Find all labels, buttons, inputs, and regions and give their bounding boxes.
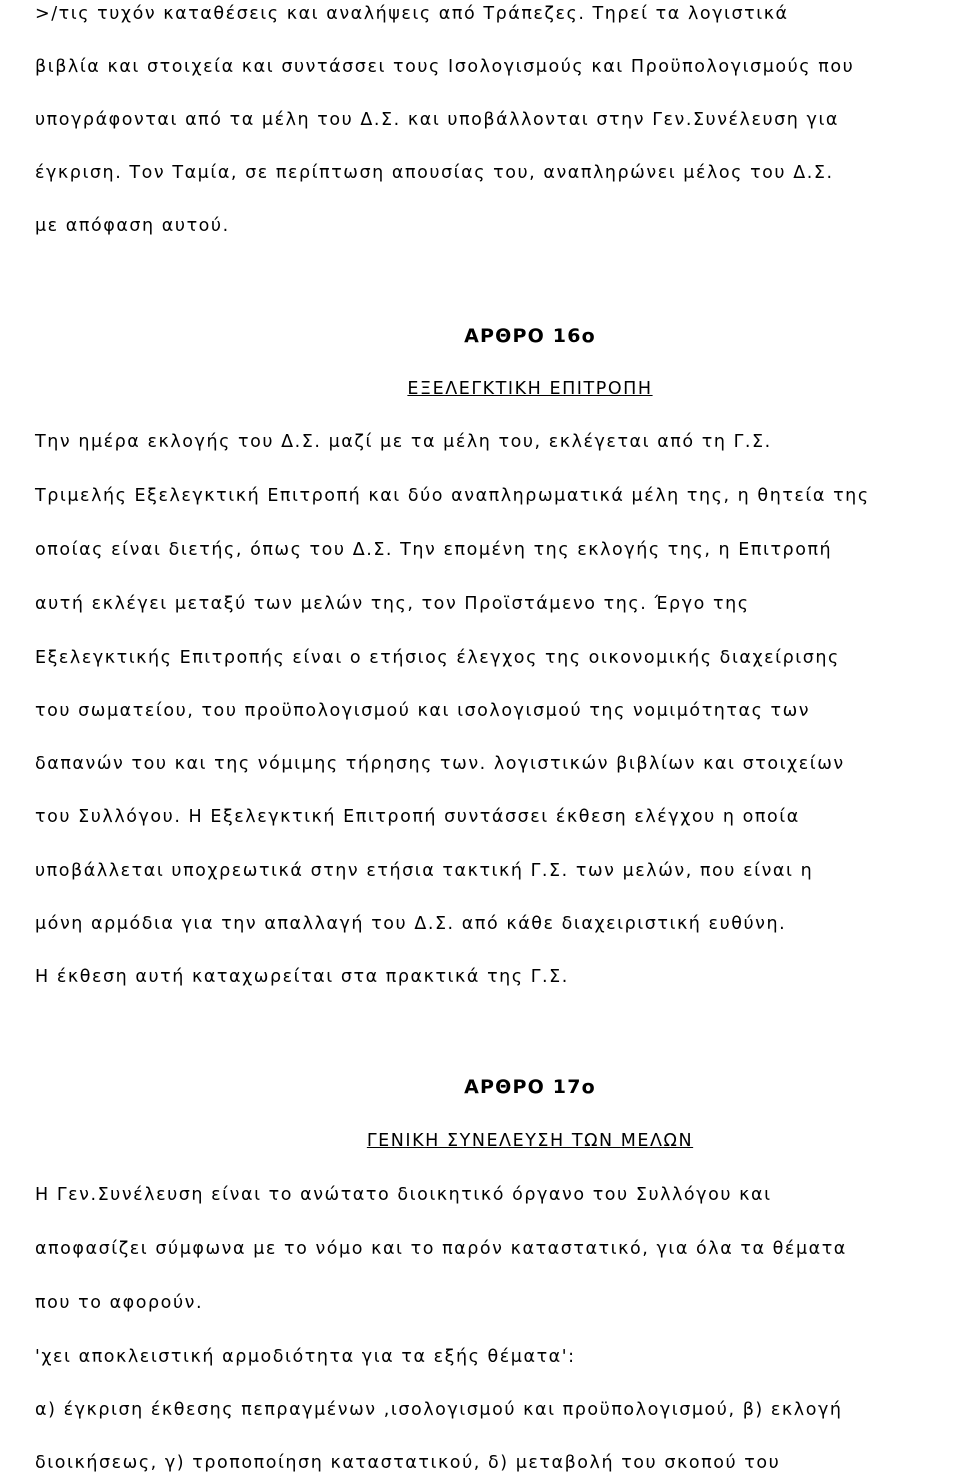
text-line: υπογράφονται από τα μέλη του Δ.Σ. και υποβάλλονται στην Γεν.Συνέλευση για (35, 110, 840, 130)
text-line: Η έκθεση αυτή καταχωρείται στα πρακτικά της Γ.Σ. (35, 967, 569, 987)
article-17-heading: ΑΡΘΡΟ 17ο (464, 1076, 596, 1098)
text-line: Τριμελής Εξελεγκτική Επιτροπή και δύο αναπληρωματικά μέλη της, η θητεία της (35, 486, 870, 506)
text-line: Την ημέρα εκλογής του Δ.Σ. μαζί με τα μέλη του, εκλέγεται από τη Γ.Σ. (35, 432, 772, 452)
text-line: βιβλία και στοιχεία και συντάσσει τους Ισολογισμούς και Προϋπολογισμούς που (35, 57, 855, 77)
text-line: οποίας είναι διετής, όπως του Δ.Σ. Την επομένη της εκλογής της, η Επιτροπή (35, 540, 833, 560)
text-line: του σωματείου, του προϋπολογισμού και ισολογισμού της νομιμότητας των (35, 701, 811, 721)
text-line: αυτή εκλέγει μεταξύ των μελών της, τον Προϊστάμενο της. Έργο της (35, 594, 750, 614)
text-line: που το αφορούν. (35, 1293, 204, 1313)
article-16-subheading: ΕΞΕΛΕΓΚΤΙΚΗ ΕΠΙΤΡΟΠΗ (407, 379, 653, 399)
text-line: διοικήσεως, γ) τροποποίηση καταστατικού, δ) μεταβολή του σκοπού του (35, 1453, 781, 1473)
text-line: Εξελεγκτικής Επιτροπής είναι ο ετήσιος έλεγχος της οικονομικής διαχείρισης (35, 648, 840, 668)
article-17-subheading: ΓΕΝΙΚΗ ΣΥΝΕΛΕΥΣΗ ΤΩΝ ΜΕΛΩΝ (366, 1131, 694, 1151)
text-line: >/τις τυχόν καταθέσεις και αναλήψεις από Τράπεζες. Τηρεί τα λογιστικά (35, 4, 789, 24)
text-line: αποφασίζει σύμφωνα με το νόμο και το παρόν καταστατικό, για όλα τα θέματα (35, 1239, 847, 1259)
text-line: δαπανών του και της νόμιμης τήρησης των. λογιστικών βιβλίων και στοιχείων (35, 754, 845, 774)
article-16-heading: ΑΡΘΡΟ 16ο (464, 325, 596, 347)
text-line: έγκριση. Τον Ταμία, σε περίπτωση απουσίας του, αναπληρώνει μέλος του Δ.Σ. (35, 163, 834, 183)
text-line: μόνη αρμόδια για την απαλλαγή του Δ.Σ. από κάθε διαχειριστική ευθύνη. (35, 914, 787, 934)
text-line: του Συλλόγου. Η Εξελεγκτική Επιτροπή συντάσσει έκθεση ελέγχου η οποία (35, 807, 800, 827)
text-line: Η Γεν.Συνέλευση είναι το ανώτατο διοικητικό όργανο του Συλλόγου και (35, 1185, 772, 1205)
text-line: υποβάλλεται υποχρεωτικά στην ετήσια τακτική Γ.Σ. των μελών, που είναι η (35, 861, 814, 881)
text-line: α) έγκριση έκθεσης πεπραγμένων ,ισολογισμού και προϋπολογισμού, β) εκλογή (35, 1400, 843, 1420)
text-line: με απόφαση αυτού. (35, 216, 230, 236)
text-line: 'χει αποκλειστική αρμοδιότητα για τα εξής θέματα': (35, 1347, 576, 1367)
